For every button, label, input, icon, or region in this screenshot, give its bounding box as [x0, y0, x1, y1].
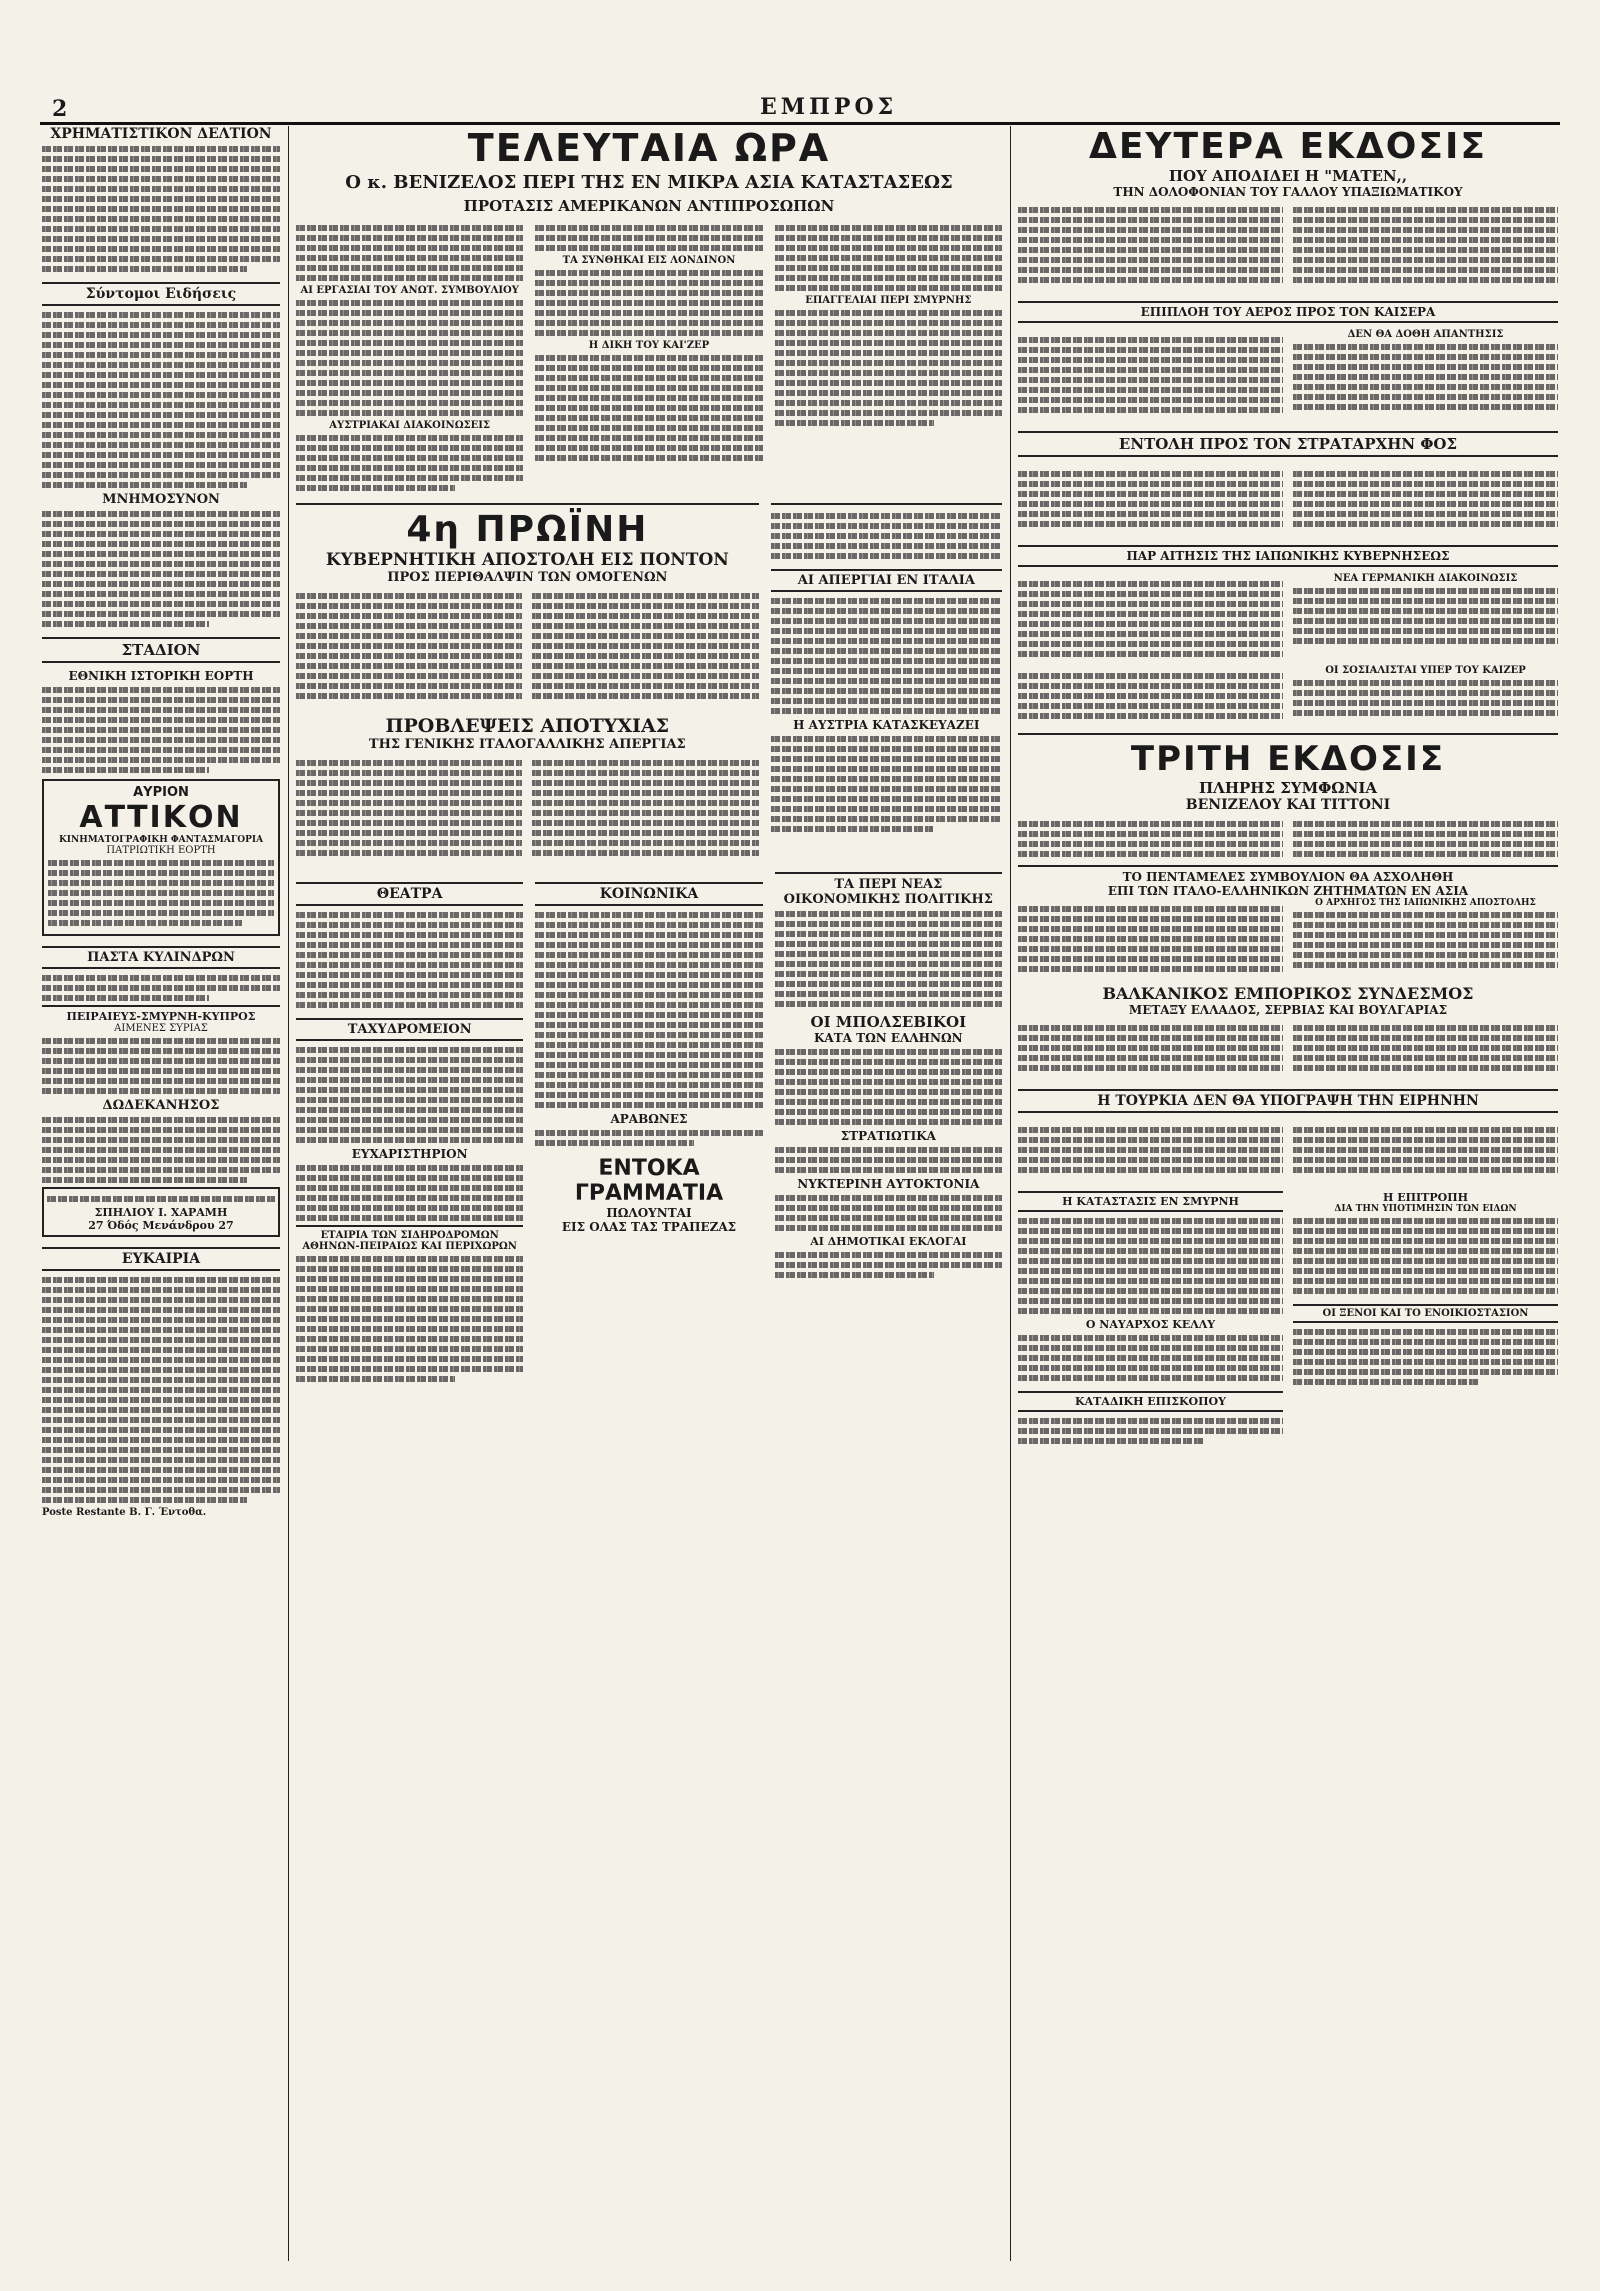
attikon-ad-line1: ΑΥΡΙΟΝ: [133, 785, 189, 800]
bills-ad-sub: ΠΩΛΟΥΝΤΑΙ: [606, 1206, 692, 1220]
bishop-trial-heading: ΚΑΤΑΔΙΚΗ ΕΠΙΣΚΟΠΟΥ: [1018, 1391, 1283, 1412]
pontus-mission-sub: ΠΡΟΣ ΠΕΡΙΘΑΛΨΙΝ ΤΩΝ ΟΜΟΓΕΝΩΝ: [387, 570, 668, 585]
council-subhead: ΑΙ ΕΡΓΑΣΙΑΙ ΤΟΥ ΑΝΩΤ. ΣΥΜΒΟΥΛΙΟΥ: [300, 285, 519, 296]
masthead: [40, 96, 1560, 125]
italy-column: [771, 503, 1002, 864]
column-rule: [1010, 126, 1011, 2261]
maten-subhead-2: ΤΗΝ ΔΟΛΟΦΟΝΙΑΝ ΤΟΥ ΓΑΛΛΟΥ ΥΠΑΞΙΩΜΑΤΙΚΟΥ: [1113, 185, 1463, 199]
bills-ad-banks: ΕΙΣ ΟΛΑΣ ΤΑΣ ΤΡΑΠΕΖΑΣ: [561, 1220, 737, 1234]
news-columns: [296, 221, 1002, 495]
agreement-headline: ΠΛΗΡΗΣ ΣΥΜΦΩΝΙΑ: [1199, 779, 1377, 797]
japan-mission-heading: Ο ΑΡΧΗΓΟΣ ΤΗΣ ΙΑΠΩΝΙΚΗΣ ΑΠΟΣΤΟΛΗΣ: [1315, 898, 1536, 908]
fourth-edition-headline: 4η ΠΡΩΪΝΗ: [406, 509, 649, 550]
foch-order-heading: ΕΝΤΟΛΗ ΠΡΟΣ ΤΟΝ ΣΤΡΑΤΑΡΧΗΝ ΦΟΣ: [1018, 431, 1558, 457]
second-edition-headline: ΔΕΥΤΕΡΑ ΕΚΔΟΣΙΣ: [1089, 126, 1487, 167]
policy-column: [775, 872, 1002, 1386]
london-subhead: ΤΑ ΣΥΝΘΗΚΑΙ ΕΙΣ ΛΟΝΔΙΝΟΝ: [562, 255, 736, 266]
smyrna-promises-subhead: ΕΠΑΓΓΕΛΙΑΙ ΠΕΡΙ ΣΜΥΡΝΗΣ: [805, 295, 972, 306]
municipal-elections-heading: ΑΙ ΔΗΜΟΤΙΚΑΙ ΕΚΛΟΓΑΙ: [810, 1235, 967, 1248]
karamh-name: ΣΠΗΛΙΟΥ Ι. ΧΑΡΑΜΗ: [94, 1206, 228, 1219]
italy-strikes-heading: ΑΙ ΑΠΕΡΓΙΑΙ ΕΝ ΙΤΑΛΙΑ: [771, 569, 1002, 592]
paper-name: ΕΜΠΡΟΣ: [760, 94, 898, 120]
dodecanese-ad-heading: ΔΩΔΕΚΑΝΗΣΟΣ: [102, 1098, 220, 1113]
rent-heading: ΟΙ ΞΕΝΟΙ ΚΑΙ ΤΟ ΕΝΟΙΚΙΟΣΤΑΣΙΟΝ: [1293, 1304, 1558, 1323]
short-news-heading: Σύντομοι Ειδήσεις: [42, 282, 280, 306]
kaiser-trial-subhead: Η ΔΙΚΗ ΤΟΥ ΚΑΙ'ΖΕΡ: [588, 340, 710, 351]
karamh-address: 27 Όδός Μενάνδρου 27: [88, 1219, 234, 1232]
financial-bulletin-title: ΧΡΗΜΑΤΙΣΤΙΚΟΝ ΔΕΛΤΙΟΝ: [50, 126, 272, 142]
third-edition-headline: ΤΡΙΤΗ ΕΚΔΟΣΙΣ: [1018, 733, 1558, 779]
bolsheviks-heading: ΟΙ ΜΠΟΛΣΕΒΙΚΟΙ: [810, 1013, 967, 1031]
column-rule: [288, 126, 289, 2261]
committee-heading: Η ΕΠΙΤΡΟΠΗ: [1383, 1191, 1468, 1204]
no-reply-heading: ΔΕΝ ΘΑ ΔΟΘΗ ΑΠΑΝΤΗΣΙΣ: [1347, 329, 1504, 340]
right-column: [1018, 126, 1558, 1448]
strike-failure-sub: ΤΗΣ ΓΕΝΙΚΗΣ ΙΤΑΛΟΓΑΛΛΙΚΗΣ ΑΠΕΡΓΙΑΣ: [368, 737, 686, 752]
piraeus-ad-heading: ΠΕΙΡΑΙΕΥΣ-ΣΜΥΡΝΗ-ΚΥΠΡΟΣ: [42, 1005, 280, 1023]
memorial-heading: ΜΝΗΜΟΣΥΝΟΝ: [102, 492, 220, 507]
ekairia-heading: ΕΥΚΑΙΡΙΑ: [42, 1247, 280, 1271]
committee-sub: ΔΙΑ ΤΗΝ ΥΠΟΤΙΜΗΣΙΝ ΤΩΝ ΕΙΔΩΝ: [1334, 1204, 1517, 1214]
second-row: [296, 503, 1002, 864]
stadium-heading: ΣΤΑΔΙΟΝ: [42, 637, 280, 663]
news-column: [296, 221, 523, 495]
society-heading: ΚΟΙΝΩΝΙΚΑ: [535, 882, 762, 906]
piraeus-ad-sub: ΑΙΜΕΝΕΣ ΣΥΡΙΑΣ: [114, 1023, 208, 1034]
air-navigation-heading: ΕΠΙΠΛΟΗ ΤΟΥ ΑΕΡΟΣ ΠΡΟΣ ΤΟΝ ΚΑΙΣΕΡΑ: [1018, 301, 1558, 323]
poste-restante: Poste Restante Β. Γ. Έντοθα.: [42, 1507, 207, 1518]
strike-failure-headline: ΠΡΟΒΛΕΨΕΙΣ ΑΠΟΤΥΧΙΑΣ: [385, 715, 670, 737]
maten-subhead: ΠΟΥ ΑΠΟΔΙΔΕΙ Η "ΜΑΤΕΝ,,: [1168, 167, 1408, 185]
theatre-heading: ΘΕΑΤΡΑ: [296, 882, 523, 906]
page-number: 2: [52, 96, 68, 122]
pontus-mission-headline: ΚΥΒΕΡΝΗΤΙΚΗ ΑΠΟΣΤΟΛΗ ΕΙΣ ΠΟΝΤΟΝ: [325, 550, 729, 570]
karamh-ad: [42, 1187, 280, 1237]
balkan-union-sub: ΜΕΤΑΞΥ ΕΛΛΑΔΟΣ, ΣΕΡΒΙΑΣ ΚΑΙ ΒΟΥΛΓΑΡΙΑΣ: [1128, 1003, 1448, 1017]
socialists-heading: ΟΙ ΣΟΣΙΑΛΙΣΤΑΙ ΥΠΕΡ ΤΟΥ ΚΑΙΖΕΡ: [1325, 665, 1526, 676]
attikon-ad-line3: ΚΙΝΗΜΑΤΟΓΡΑΦΙΚΗ ΦΑΝΤΑΣΜΑΓΟΡΙΑ: [58, 835, 264, 845]
balkan-union-heading: ΒΑΛΚΑΝΙΚΟΣ ΕΜΠΟΡΙΚΟΣ ΣΥΝΔΕΣΜΟΣ: [1102, 984, 1474, 1003]
turkey-heading: Η ΤΟΥΡΚΙΑ ΔΕΝ ΘΑ ΥΠΟΓΡΑΨΗ ΤΗΝ ΕΙΡΗΝΗΝ: [1018, 1089, 1558, 1113]
smyrna-state-heading: Η ΚΑΤΑΣΤΑΣΙΣ ΕΝ ΣΜΥΡΝΗ: [1018, 1191, 1283, 1212]
railway-notice: ΕΤΑΙΡΙΑ ΤΩΝ ΣΙΔΗΡΟΔΡΟΜΩΝ ΑΘΗΝΩΝ-ΠΕΙΡΑΙΩΣ ΚΑΙ ΠΕΡΙΧΩΡΩΝ: [296, 1225, 523, 1252]
bolsheviks-sub: ΚΑΤΑ ΤΩΝ ΕΛΛΗΝΩΝ: [814, 1031, 963, 1045]
engagements-heading: ΑΡΑΒΩΝΕΣ: [610, 1112, 688, 1126]
austria-heading: Η ΑΥΣΤΡΙΑ ΚΑΤΑΣΚΕΥΑΖΕΙ: [793, 718, 980, 732]
center-area: [296, 126, 1002, 1386]
military-heading: ΣΤΡΑΤΙΩΤΙΚΑ: [840, 1129, 936, 1143]
new-policy-heading: ΤΑ ΠΕΡΙ ΝΕΑΣ: [775, 872, 1002, 892]
left-column: [42, 126, 280, 1518]
national-celebration-heading: ΕΘΝΙΚΗ ΙΣΤΟΡΙΚΗ ΕΟΡΤΗ: [68, 669, 254, 683]
german-note-heading: ΝΕΑ ΓΕΡΜΑΝΙΚΗ ΔΙΑΚΟΙΝΩΣΙΣ: [1333, 573, 1518, 584]
theatre-column: [296, 872, 523, 1386]
council-italo-sub: ΕΠΙ ΤΩΝ ΙΤΑΛΟ-ΕΛΛΗΝΙΚΩΝ ΖΗΤΗΜΑΤΩΝ ΕΝ ΑΣΙΑ: [1107, 884, 1469, 898]
attikon-ad: [42, 779, 280, 936]
morning-edition-block: [296, 503, 759, 864]
american-reps-subhead: ΠΡΟΤΑΣΙΣ ΑΜΕΡΙΚΑΝΩΝ ΑΝΤΙΠΡΟΣΩΠΩΝ: [463, 197, 835, 215]
attikon-ad-line4: ΠΑΤΡΙΩΤΙΚΗ ΕΟΡΤΗ: [106, 845, 216, 856]
bills-ad-title: ΕΝΤΟΚΑ ΓΡΑΜΜΑΤΙΑ: [574, 1156, 724, 1206]
post-office-heading: ΤΑΧΥΔΡΟΜΕΙΟΝ: [296, 1018, 523, 1041]
last-hour-headline: ΤΕΛΕΥΤΑΙΑ ΩΡΑ: [467, 126, 831, 170]
new-policy-sub: ΟΙΚΟΝΟΜΙΚΗΣ ΠΟΛΙΤΙΚΗΣ: [783, 892, 993, 907]
society-column: [535, 872, 762, 1386]
thanks-heading: ΕΥΧΑΡΙΣΤΗΡΙΟΝ: [351, 1147, 468, 1161]
news-column: [535, 221, 762, 495]
council-italo-heading: ΤΟ ΠΕΝΤΑΜΕΛΕΣ ΣΥΜΒΟΥΛΙΟΝ ΘΑ ΑΣΧΟΛΗΘΗ: [1018, 865, 1558, 884]
navarch-heading: Ο ΝΑΥΑΡΧΟΣ ΚΕΛΛΥ: [1085, 1318, 1216, 1331]
third-row: [296, 872, 1002, 1386]
agreement-sub: ΒΕΝΙΖΕΛΟΥ ΚΑΙ ΤΙΤΤΟΝΙ: [1185, 797, 1391, 813]
news-column: [775, 221, 1002, 495]
night-suicide-heading: ΝΥΚΤΕΡΙΝΗ ΑΥΤΟΚΤΟΝΙΑ: [797, 1177, 980, 1191]
austrian-subhead: ΑΥΣΤΡΙΑΚΑΙ ΔΙΑΚΟΙΝΩΣΕΙΣ: [329, 420, 491, 431]
attikon-ad-line2: ΑΤΤΙΚΟΝ: [79, 800, 243, 835]
japan-request-heading: ΠΑΡ ΑΙΤΗΣΙΣ ΤΗΣ ΙΑΠΩΝΙΚΗΣ ΚΥΒΕΡΝΗΣΕΩΣ: [1018, 545, 1558, 567]
pasta-ad-heading: ΠΑΣΤΑ ΚΥΛΙΝΔΡΩΝ: [42, 946, 280, 969]
venizelos-subhead: Ο κ. ΒΕΝΙΖΕΛΟΣ ΠΕΡΙ ΤΗΣ ΕΝ ΜΙΚΡΑ ΑΣΙΑ ΚΑΤΑΣΤΑΣΕΩΣ: [345, 172, 953, 193]
